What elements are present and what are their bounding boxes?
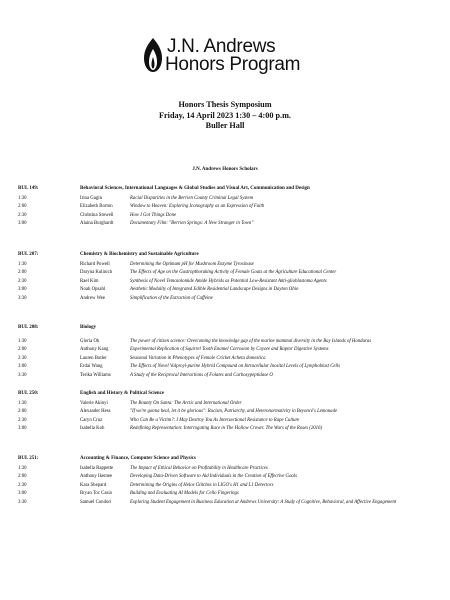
session-title: Behavioral Sciences, International Languages & Global Studies and Visual Art, Communication and Design	[80, 186, 310, 191]
logo	[143, 35, 323, 79]
session-header	[18, 391, 438, 401]
presenter-name: Bryan Toc Casia	[80, 491, 112, 497]
presentation-row	[18, 426, 438, 434]
presentation-row	[18, 347, 438, 355]
program-subtitle: J.N. Andrews Honors Scholars	[192, 167, 258, 172]
presentation-time: 2:30	[18, 417, 27, 423]
room-code: BUL 208:	[18, 325, 39, 330]
presentation-row	[18, 213, 438, 221]
presentation-row	[18, 262, 438, 270]
presentation-row	[18, 409, 438, 417]
presentation-time: 2:00	[18, 409, 27, 415]
presentation-title: Simplification of the Extraction of Caffeine	[130, 295, 213, 301]
presentation-title: Determining the Origins of Helos Glitches in LIGO's H1 and L1 Detectors	[130, 482, 274, 488]
presentation-row	[18, 196, 438, 204]
presentation-time: 1:30	[18, 339, 27, 344]
presenter-name: Samuel Condori	[80, 499, 112, 505]
presentation-row	[18, 221, 438, 229]
presentation-row	[18, 483, 438, 491]
presentation-row	[18, 401, 438, 409]
presentation-row	[18, 491, 438, 499]
presenter-name: Isabella Koh	[80, 426, 105, 432]
presentation-title: The Impact of Ethical Behavior on Profitability in Healthcare Practices	[130, 466, 268, 471]
presentation-row	[18, 279, 438, 287]
room-code: BUL 207:	[18, 252, 39, 257]
session-title: Accounting & Finance, Computer Science and Physics	[80, 456, 196, 461]
session-title: English and History & Political Science	[80, 391, 165, 396]
presentation-time: 1:30	[18, 262, 27, 267]
presentation-title: Aesthetic Modality of Integrated Edible Residential Landscape Designs in Dayton Ohio	[130, 287, 299, 293]
presentation-time: 3:30	[18, 372, 27, 378]
presentation-title: Synthesis of Novel Temozolomide Amide Hybrids as Potential Low-Resistant Anti-glioblastoma Agents	[130, 278, 327, 284]
presentation-time: 2:00	[18, 270, 27, 276]
presentation-title: Building and Evaluating AI Models for Cello Fingerings	[130, 491, 239, 497]
presenter-name: Andrew Wee	[80, 295, 105, 301]
session-header	[18, 325, 438, 335]
presentation-title: Racial Disparities in the Berrien County Criminal Legal System	[130, 196, 254, 201]
presentation-time: 2:30	[18, 482, 27, 488]
presentation-title: The Effects of Novel Valproyl-purine Hybrid Compound on Intracellular Inositol Levels of Lymphoblast Cells	[130, 364, 341, 370]
presentation-title: A Study of the Reciprocal Interactions of Folates and Carboxypeptidase O	[130, 372, 273, 378]
presentation-time: 3:00	[18, 364, 27, 370]
presentation-title: Seasonal Variation in Phenotypes of Female Cricket Acheta domestica	[130, 355, 266, 361]
presenter-name: Erdai Wang	[80, 364, 103, 370]
presenter-name: Richard Powell	[80, 262, 110, 267]
presentation-row	[18, 373, 438, 381]
event-datetime: Friday, 14 April 2023 1:30 – 4:00 p.m.	[159, 110, 291, 120]
presentation-title: Determining the Optimum pH for Mushroom Enzyme Tyrosinase	[130, 262, 254, 267]
presenter-name: Noah Opsahl	[80, 287, 106, 293]
presentation-time: 2:30	[18, 355, 27, 361]
presentation-title: Experimental Replication of Squirrel Tooth Enamel Corrosion by Coyote and Raptor Digestive Systems	[130, 347, 329, 353]
room-code: BUL 149:	[18, 186, 39, 191]
presentation-time: 3:00	[18, 287, 27, 293]
presentation-time: 2:30	[18, 212, 27, 218]
flame-icon	[143, 37, 163, 73]
presentation-time: 3:30	[18, 295, 27, 301]
presentation-title: Window to Heaven: Exploring Iconography as an Expression of Faith	[130, 204, 265, 210]
session-block	[18, 456, 438, 508]
presentation-time: 3:00	[18, 221, 27, 227]
presentation-row	[18, 270, 438, 278]
event-header	[0, 100, 450, 132]
presentation-row	[18, 364, 438, 372]
presenter-name: Terika Williams	[80, 372, 111, 378]
presenter-name: Alaina Burghardt	[80, 221, 114, 227]
presenter-name: Gloria Oh	[80, 339, 100, 344]
session-block	[18, 252, 438, 304]
logo-text-line2: Honors Program	[165, 54, 301, 75]
presentation-title: "If we're gonna heal, let it be glorious": Racism, Patriarchy, and Heteronormativity in Beyoncé's Lemonade	[130, 409, 338, 415]
room-code: BUL 251:	[18, 456, 39, 461]
presentation-time: 3:00	[18, 491, 27, 497]
presentation-row	[18, 356, 438, 364]
presenter-name: Rael Kim	[80, 278, 99, 284]
session-title: Chemistry & Biochemistry and Sustainable Agriculture	[80, 252, 199, 257]
session-header	[18, 186, 438, 196]
presentation-row	[18, 474, 438, 482]
presentation-row	[18, 418, 438, 426]
presenter-name: Irina Gagin	[80, 196, 102, 201]
presentation-time: 3:30	[18, 499, 27, 505]
presentation-row	[18, 287, 438, 295]
presenter-name: Caryn Cruz	[80, 417, 103, 423]
session-header	[18, 252, 438, 262]
presentation-row	[18, 296, 438, 304]
presentation-time: 2:00	[18, 347, 27, 353]
presentation-time: 2:30	[18, 278, 27, 284]
presenter-name: Valerie Akinyi	[80, 401, 108, 406]
presenter-name: Lauren Butler	[80, 355, 107, 361]
presentation-title: Redefining Representation: Interrogating Race in The Hollow Crown: The Wars of the Roses (2016)	[130, 426, 323, 432]
presentation-title: Developing Data-Driven Software to Aid Individuals in the Creation of Effective Goals	[130, 474, 298, 480]
session-block	[18, 325, 438, 381]
presentation-title: How I Got Things Done	[130, 212, 177, 218]
presentation-row	[18, 339, 438, 347]
presenter-name: Elizabeth Borton	[80, 204, 113, 210]
presenter-name: Christina Stowell	[80, 212, 114, 218]
presentation-title: The power of citizen science: Overcoming the knowledge gap of the marine mammal diversity in the Bay Islands of Honduras	[130, 339, 372, 344]
presentation-row	[18, 500, 438, 508]
presentation-title: The Bounty On Santa: The Arctic and International Order	[130, 401, 242, 406]
logo-text-line1: J.N. Andrews	[167, 36, 276, 57]
session-header	[18, 456, 438, 466]
presentation-row	[18, 466, 438, 474]
session-title: Biology	[80, 325, 97, 330]
room-code: BUL 250:	[18, 391, 39, 396]
session-block	[18, 391, 438, 435]
session-block	[18, 186, 438, 230]
presenter-name: Anthony Kang	[80, 347, 109, 353]
event-location: Buller Hall	[205, 121, 245, 130]
presentation-row	[18, 204, 438, 212]
presenter-name: Isabella Rappette	[80, 466, 114, 471]
presentation-time: 3:00	[18, 426, 27, 432]
presenter-name: Alexander Hess	[80, 409, 111, 415]
presenter-name: Anthony Ikemee	[80, 474, 113, 480]
presentation-title: Documentary Film: "Berrien Springs: A New Stranger in Town"	[130, 221, 254, 227]
event-title: Honors Thesis Symposium	[178, 100, 272, 109]
presentation-title: Who Can Be a Victim?: I May Destroy You As Intersectional Resistance to Rape Culture	[130, 417, 300, 423]
presenter-name: Daryna Kulinich	[80, 270, 113, 276]
presentation-time: 1:30	[18, 196, 27, 201]
presentation-time: 2:00	[18, 474, 27, 480]
presentation-time: 2:00	[18, 204, 27, 210]
presentation-time: 1:30	[18, 466, 27, 471]
presentation-title: The Effects of Age on the Gastropthoraking Activity of Female Goats at the Agriculture Educational Center	[130, 270, 337, 276]
presentation-time: 1:30	[18, 401, 27, 406]
presenter-name: Kara Shepard	[80, 482, 107, 488]
presentation-title: Exploring Student Engagement in Business Education at Andrews University: A Study of Cognitive, Behavioral, and Affective Engagement	[130, 499, 397, 505]
